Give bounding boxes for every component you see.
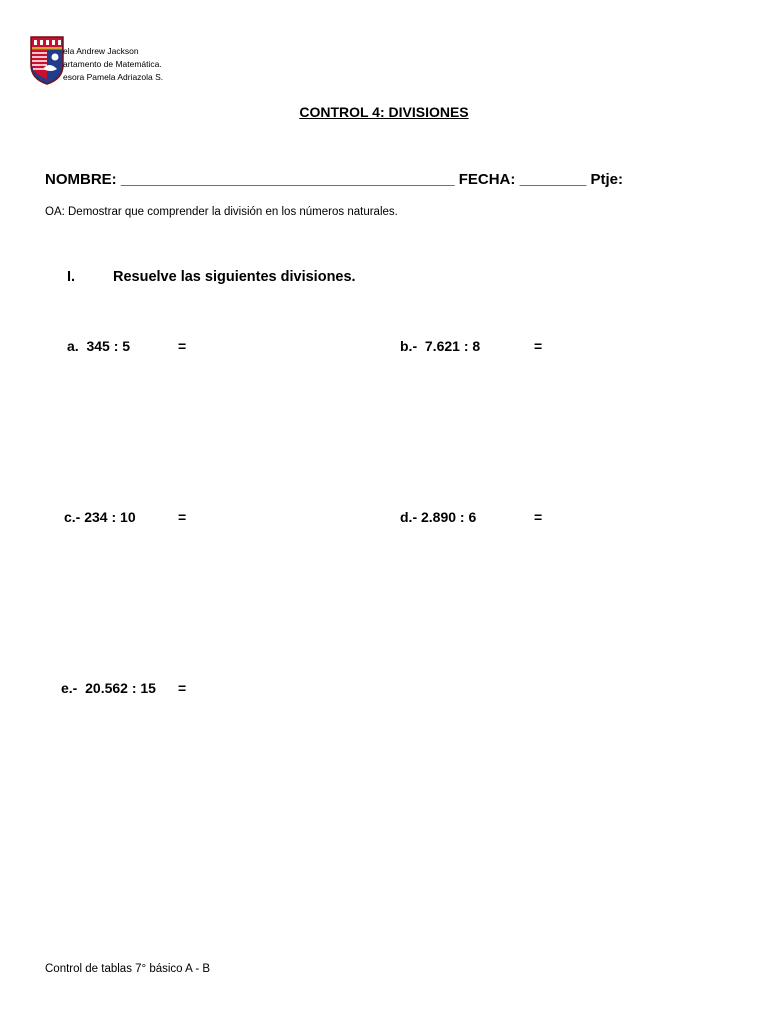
exercise-a [67,338,130,354]
exercise-c-equals: = [178,509,187,525]
page-footer: Control de tablas 7° básico A - B [45,963,211,975]
student-info-row [45,171,623,188]
school-crest-logo [29,35,65,85]
exercise-problem: 7.621 : 8 [424,338,481,354]
exercise-label: b.- [400,338,418,354]
nombre-label: NOMBRE: [45,171,117,188]
exercise-d-equals: = [534,509,543,525]
ptje-label: Ptje: [590,171,623,188]
exercise-label: c.- [64,509,81,525]
exercise-problem: 2.890 : 6 [421,509,477,525]
exercise-problem: 345 : 5 [86,338,131,354]
fecha-blank: ________ [519,171,587,188]
section-instruction: Resuelve las siguientes divisiones. [113,269,356,285]
exercise-problem: 20.562 : 15 [85,680,156,696]
fecha-label: FECHA: [458,171,516,188]
exercise-b-equals: = [534,338,543,354]
exercise-label: a. [67,338,79,354]
exercise-c [64,509,136,525]
exercise-problem: 234 : 10 [84,509,136,525]
nombre-blank: ________________________________________ [120,171,455,188]
exercise-label: d.- [400,509,418,525]
department-name: artamento de Matemática. [63,59,162,69]
exercise-e-equals: = [178,680,187,696]
exercise-a-equals: = [178,338,187,354]
exercise-b [400,338,480,354]
exercise-d [400,509,476,525]
exercise-e [61,680,156,696]
section-heading [67,269,356,285]
school-header [63,45,163,84]
school-name: ela Andrew Jackson [63,46,139,56]
section-number: I. [67,269,76,285]
learning-objective: OA: Demostrar que comprender la división en los números naturales. [45,206,398,218]
page-title: CONTROL 4: DIVISIONES [299,104,469,120]
exercise-label: e.- [61,680,78,696]
teacher-name: esora Pamela Adriazola S. [63,72,164,82]
